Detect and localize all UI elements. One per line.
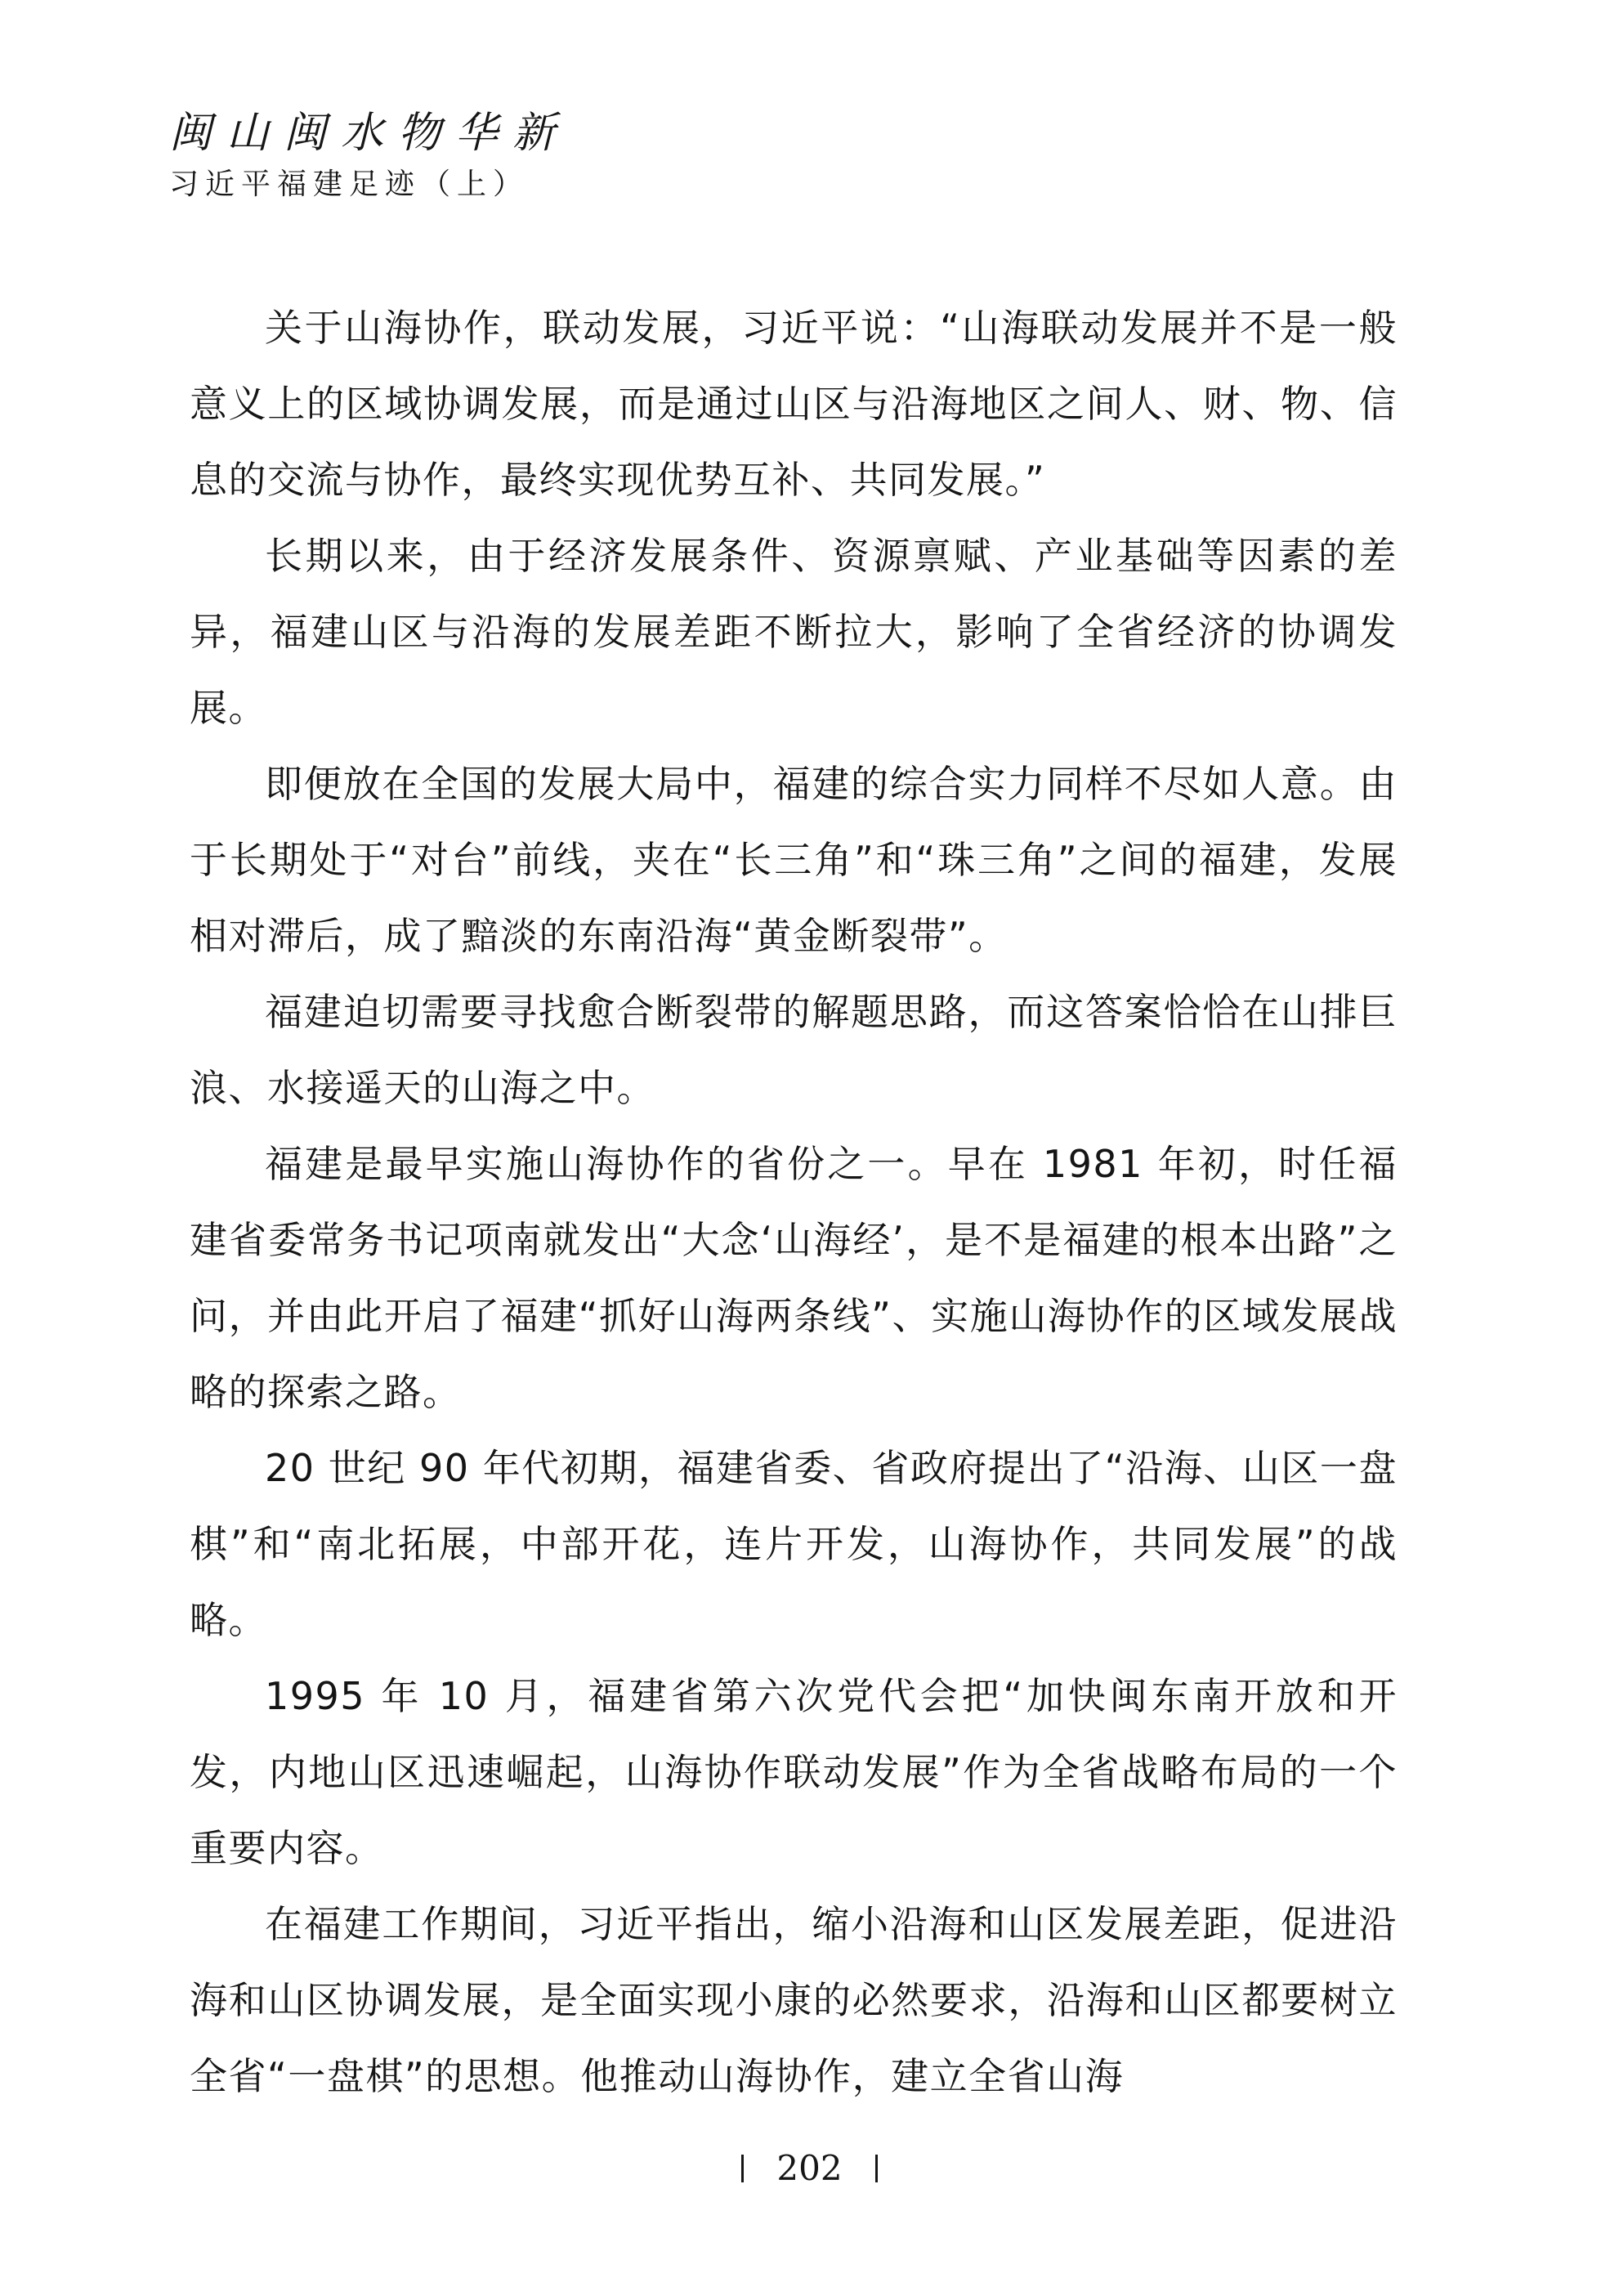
book-subtitle: 习近平福建足迹（上） <box>169 168 530 201</box>
page-number: 202 <box>776 2148 843 2188</box>
folio-bar-left <box>741 2155 744 2182</box>
paragraph: 即便放在全国的发展大局中，福建的综合实力同样不尽如人意。由于长期处于“对台”前线，夹在“长三角”和“珠三角”之间的福建，发展相对滞后，成了黯淡的东南沿海“黄金断裂带”。 <box>190 762 1398 958</box>
paragraph: 福建迫切需要寻找愈合断裂带的解题思路，而这答案恰恰在山排巨浪、水接遥天的山海之中。 <box>190 990 1398 1110</box>
paragraph: 福建是最早实施山海协作的省份之一。早在 1981 年初，时任福建省委常务书记项南就发出“大念‘山海经’，是不是福建的根本出路”之问，并由此开启了福建“抓好山海两条线”、实施山海协作的区域发展战略的探索之路。 <box>190 1142 1398 1414</box>
paragraph: 20 世纪 90 年代初期，福建省委、省政府提出了“沿海、山区一盘棋”和“南北拓展，中部开花，连片开发，山海协作，共同发展”的战略。 <box>190 1446 1398 1642</box>
paragraph: 长期以来，由于经济发展条件、资源禀赋、产业基础等因素的差异，福建山区与沿海的发展差距不断拉大，影响了全省经济的协调发展。 <box>190 534 1398 730</box>
book-title: 闽山闽水物华新 <box>169 109 570 158</box>
paragraph: 关于山海协作，联动发展，习近平说：“山海联动发展并不是一般意义上的区域协调发展，而是通过山区与沿海地区之间人、财、物、信息的交流与协作，最终实现优势互补、共同发展。” <box>190 306 1398 502</box>
page-footer <box>0 2142 1619 2193</box>
paragraph: 1995 年 10 月，福建省第六次党代会把“加快闽东南开放和开发，内地山区迅速崛起，山海协作联动发展”作为全省战略布局的一个重要内容。 <box>190 1674 1398 1870</box>
body-text <box>190 290 1398 2115</box>
folio-bar-right <box>875 2155 878 2182</box>
running-header <box>169 105 823 204</box>
paragraph: 在福建工作期间，习近平指出，缩小沿海和山区发展差距，促进沿海和山区协调发展，是全面实现小康的必然要求，沿海和山区都要树立全省“一盘棋”的思想。他推动山海协作，建立全省山海 <box>190 1902 1398 2098</box>
